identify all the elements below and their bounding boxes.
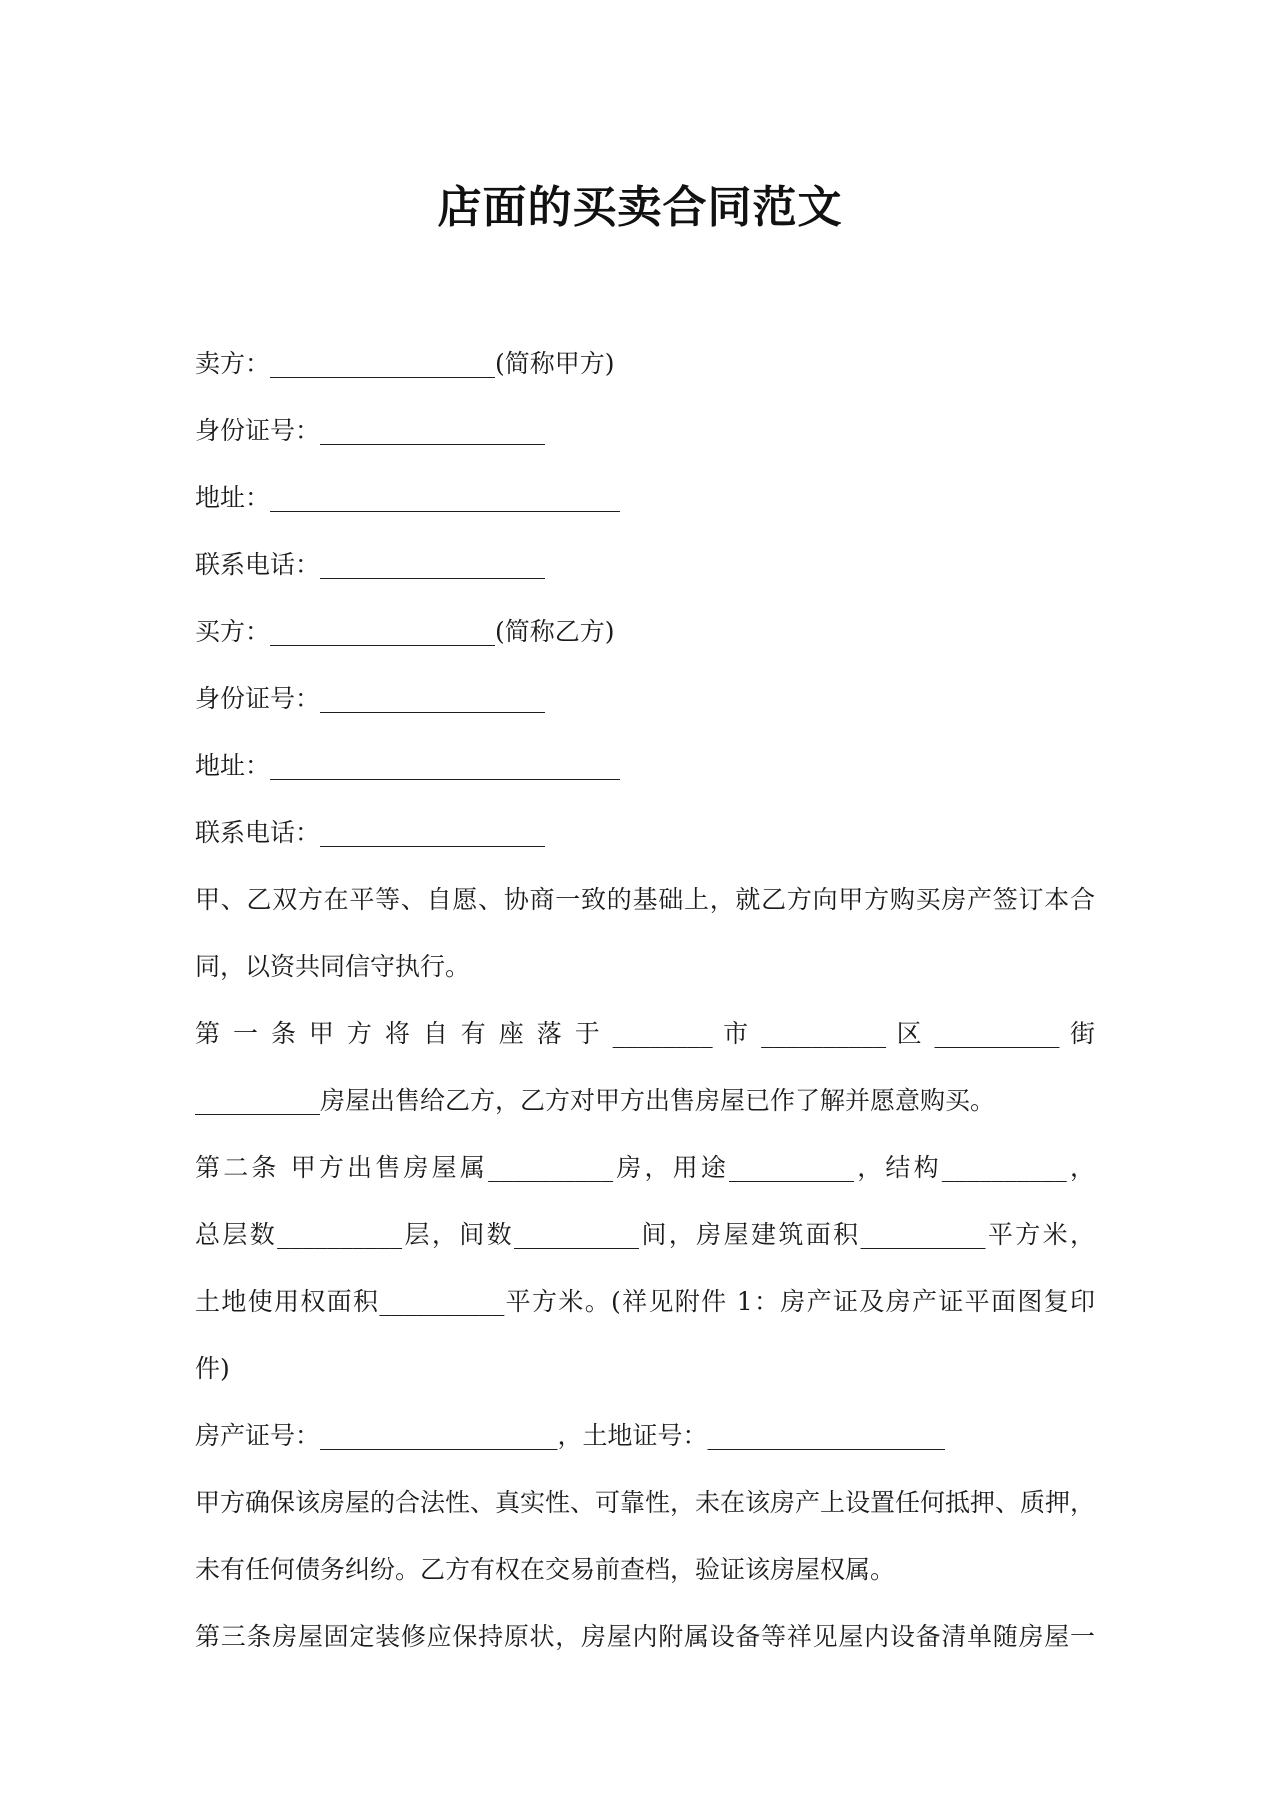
article-1-line-2: __________房屋出售给乙方，乙方对甲方出售房屋已作了解并愿意购买。 <box>195 1086 996 1115</box>
seller-address-line: 地址：____________________________ <box>195 483 621 512</box>
article-2-line-1: 第二条 甲方出售房屋属__________房，用途__________，结构__________， <box>195 1153 1095 1182</box>
seller-phone-line: 联系电话：__________________ <box>195 550 546 579</box>
document-title: 店面的买卖合同范文 <box>437 182 843 233</box>
seller-line: 卖方：__________________(简称甲方) <box>195 349 615 378</box>
certificate-numbers-line: 房产证号：___________________，土地证号：___________________ <box>195 1421 946 1450</box>
document-body <box>195 330 1095 1670</box>
buyer-phone-line: 联系电话：__________________ <box>195 818 546 847</box>
guarantee-line-1: 甲方确保该房屋的合法性、真实性、可靠性，未在该房产上设置任何抵押、质押， <box>195 1488 1095 1517</box>
buyer-address-line: 地址：____________________________ <box>195 751 621 780</box>
preamble-line-2: 同，以资共同信守执行。 <box>195 952 471 981</box>
buyer-line: 买方：__________________(简称乙方) <box>195 617 615 646</box>
article-2-line-3: 土地使用权面积__________平方米。(祥见附件 1：房产证及房产证平面图复印 <box>195 1287 1095 1316</box>
article-2-line-4: 件) <box>195 1354 230 1383</box>
article-2-line-2: 总层数__________层，间数__________间，房屋建筑面积__________平方米， <box>195 1220 1095 1249</box>
buyer-id-line: 身份证号：__________________ <box>195 684 546 713</box>
article-1-line-1: 第 一 条 甲 方 将 自 有 座 落 于 ________ 市 __________ 区 __________ 街 <box>195 1019 1095 1048</box>
guarantee-line-2: 未有任何债务纠纷。乙方有权在交易前查档，验证该房屋权属。 <box>195 1555 896 1584</box>
article-3-line-1: 第三条房屋固定装修应保持原状，房屋内附属设备等祥见屋内设备清单随房屋一 <box>195 1622 1095 1651</box>
seller-id-line: 身份证号：__________________ <box>195 416 546 445</box>
preamble-line-1: 甲、乙双方在平等、自愿、协商一致的基础上，就乙方向甲方购买房产签订本合 <box>195 885 1095 914</box>
